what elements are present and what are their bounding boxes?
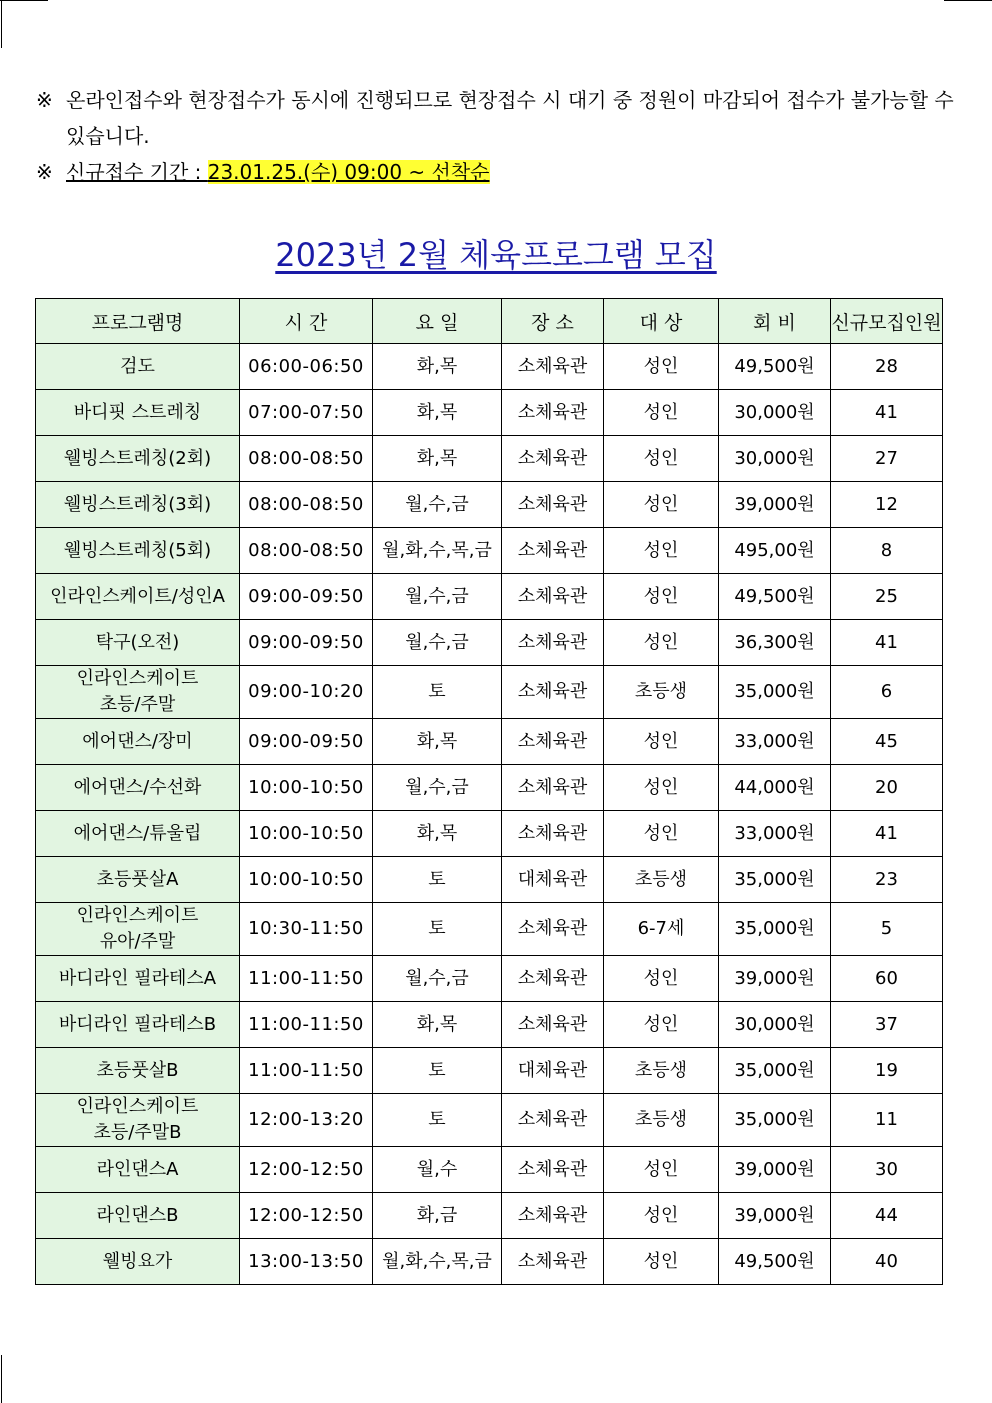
place-cell: 소체육관: [502, 1094, 604, 1147]
target-cell: 6-7세: [604, 903, 719, 956]
capacity-cell: 40: [831, 1239, 943, 1285]
target-cell: 성인: [604, 719, 719, 765]
capacity-cell: 25: [831, 574, 943, 620]
program-name-cell: 웰빙요가: [36, 1239, 240, 1285]
place-cell: 소체육관: [502, 1002, 604, 1048]
fee-cell: 49,500원: [719, 574, 831, 620]
place-cell: 소체육관: [502, 344, 604, 390]
target-cell: 초등생: [604, 1048, 719, 1094]
target-cell: 성인: [604, 956, 719, 1002]
table-row: [36, 857, 943, 903]
day-cell: 토: [373, 903, 502, 956]
target-cell: 성인: [604, 528, 719, 574]
program-name-cell: 검도: [36, 344, 240, 390]
capacity-cell: 28: [831, 344, 943, 390]
program-name-cell: 바디라인 필라테스B: [36, 1002, 240, 1048]
program-name-cell: 에어댄스/수선화: [36, 765, 240, 811]
program-name-cell: 바디핏 스트레칭: [36, 390, 240, 436]
time-cell: 11:00-11:50: [240, 956, 373, 1002]
header-fee: 회 비: [719, 299, 831, 344]
place-cell: 소체육관: [502, 666, 604, 719]
day-cell: 화,목: [373, 436, 502, 482]
program-name-cell: 인라인스케이트 초등/주말B: [36, 1094, 240, 1147]
table-row: [36, 1239, 943, 1285]
program-name-cell: 탁구(오전): [36, 620, 240, 666]
capacity-cell: 6: [831, 666, 943, 719]
reference-mark: ※: [36, 160, 53, 184]
fee-cell: 33,000원: [719, 811, 831, 857]
table-row: [36, 344, 943, 390]
notice-online-onsite: [36, 82, 956, 154]
fee-cell: 30,000원: [719, 1002, 831, 1048]
target-cell: 초등생: [604, 857, 719, 903]
time-cell: 08:00-08:50: [240, 482, 373, 528]
target-cell: 성인: [604, 482, 719, 528]
capacity-cell: 23: [831, 857, 943, 903]
capacity-cell: 41: [831, 620, 943, 666]
time-cell: 10:30-11:50: [240, 903, 373, 956]
place-cell: 소체육관: [502, 1193, 604, 1239]
fee-cell: 36,300원: [719, 620, 831, 666]
program-name-cell: 인라인스케이트 유아/주말: [36, 903, 240, 956]
capacity-cell: 8: [831, 528, 943, 574]
fee-cell: 35,000원: [719, 1048, 831, 1094]
fee-cell: 30,000원: [719, 390, 831, 436]
target-cell: 성인: [604, 344, 719, 390]
day-cell: 월,화,수,목,금: [373, 528, 502, 574]
crop-mark-top-left-h: [0, 0, 48, 1]
table-row: [36, 620, 943, 666]
day-cell: 월,수,금: [373, 765, 502, 811]
notice-text: 온라인접수와 현장접수가 동시에 진행되므로 현장접수 시 대기 중 정원이 마감되어 접수가 불가능할 수 있습니다.: [66, 88, 954, 148]
fee-cell: 35,000원: [719, 666, 831, 719]
time-cell: 07:00-07:50: [240, 390, 373, 436]
place-cell: 소체육관: [502, 436, 604, 482]
target-cell: 성인: [604, 436, 719, 482]
table-row: [36, 719, 943, 765]
place-cell: 소체육관: [502, 528, 604, 574]
time-cell: 12:00-12:50: [240, 1193, 373, 1239]
day-cell: 토: [373, 666, 502, 719]
time-cell: 09:00-09:50: [240, 574, 373, 620]
fee-cell: 35,000원: [719, 857, 831, 903]
program-name-cell: 웰빙스트레칭(3회): [36, 482, 240, 528]
capacity-cell: 27: [831, 436, 943, 482]
time-cell: 10:00-10:50: [240, 857, 373, 903]
day-cell: 화,목: [373, 719, 502, 765]
time-cell: 13:00-13:50: [240, 1239, 373, 1285]
program-name-cell: 웰빙스트레칭(5회): [36, 528, 240, 574]
header-place: 장 소: [502, 299, 604, 344]
table-row: [36, 390, 943, 436]
place-cell: 소체육관: [502, 903, 604, 956]
table-row: [36, 1002, 943, 1048]
capacity-cell: 37: [831, 1002, 943, 1048]
header-target: 대 상: [604, 299, 719, 344]
target-cell: 성인: [604, 811, 719, 857]
capacity-cell: 12: [831, 482, 943, 528]
place-cell: 소체육관: [502, 574, 604, 620]
fee-cell: 39,000원: [719, 956, 831, 1002]
capacity-cell: 19: [831, 1048, 943, 1094]
target-cell: 초등생: [604, 666, 719, 719]
day-cell: 토: [373, 1048, 502, 1094]
capacity-cell: 11: [831, 1094, 943, 1147]
day-cell: 토: [373, 857, 502, 903]
program-name-cell: 인라인스케이트 초등/주말: [36, 666, 240, 719]
period-value: 23.01.25.(수) 09:00 ~ 선착순: [207, 160, 490, 184]
table-row: [36, 811, 943, 857]
place-cell: 소체육관: [502, 620, 604, 666]
table-row: [36, 1094, 943, 1147]
target-cell: 성인: [604, 1002, 719, 1048]
time-cell: 10:00-10:50: [240, 811, 373, 857]
table-row: [36, 436, 943, 482]
program-name-cell: 바디라인 필라테스A: [36, 956, 240, 1002]
table-row: [36, 1147, 943, 1193]
notice-period: [36, 154, 956, 190]
table-row: [36, 666, 943, 719]
fee-cell: 44,000원: [719, 765, 831, 811]
period-label: 신규접수 기간 :: [66, 160, 208, 184]
program-name-cell: 초등풋살A: [36, 857, 240, 903]
header-day: 요 일: [373, 299, 502, 344]
place-cell: 소체육관: [502, 390, 604, 436]
header-capacity: 신규모집인원: [831, 299, 943, 344]
time-cell: 09:00-10:20: [240, 666, 373, 719]
capacity-cell: 5: [831, 903, 943, 956]
target-cell: 성인: [604, 1239, 719, 1285]
time-cell: 12:00-12:50: [240, 1147, 373, 1193]
program-name-cell: 라인댄스B: [36, 1193, 240, 1239]
table-row: [36, 765, 943, 811]
place-cell: 소체육관: [502, 765, 604, 811]
day-cell: 월,수,금: [373, 956, 502, 1002]
header-time: 시 간: [240, 299, 373, 344]
table-row: [36, 482, 943, 528]
crop-mark-top-left: [1, 0, 2, 48]
capacity-cell: 41: [831, 390, 943, 436]
fee-cell: 49,500원: [719, 344, 831, 390]
program-name-cell: 웰빙스트레칭(2회): [36, 436, 240, 482]
fee-cell: 495,00원: [719, 528, 831, 574]
program-name-cell: 초등풋살B: [36, 1048, 240, 1094]
target-cell: 초등생: [604, 1094, 719, 1147]
capacity-cell: 45: [831, 719, 943, 765]
capacity-cell: 60: [831, 956, 943, 1002]
fee-cell: 39,000원: [719, 1147, 831, 1193]
crop-mark-top-right: [944, 0, 992, 1]
crop-mark-bottom-left: [1, 1355, 2, 1403]
day-cell: 화,목: [373, 1002, 502, 1048]
place-cell: 소체육관: [502, 482, 604, 528]
target-cell: 성인: [604, 1147, 719, 1193]
program-name-cell: 에어댄스/튜울립: [36, 811, 240, 857]
day-cell: 월,수,금: [373, 482, 502, 528]
day-cell: 토: [373, 1094, 502, 1147]
place-cell: 소체육관: [502, 1239, 604, 1285]
fee-cell: 39,000원: [719, 1193, 831, 1239]
table-header-row: [36, 299, 943, 344]
place-cell: 소체육관: [502, 956, 604, 1002]
page-title-text: 2023년 2월 체육프로그램 모집: [275, 236, 717, 274]
capacity-cell: 20: [831, 765, 943, 811]
place-cell: 소체육관: [502, 1147, 604, 1193]
page-title: [0, 233, 992, 277]
fee-cell: 30,000원: [719, 436, 831, 482]
time-cell: 10:00-10:50: [240, 765, 373, 811]
target-cell: 성인: [604, 765, 719, 811]
place-cell: 소체육관: [502, 719, 604, 765]
header-program: 프로그램명: [36, 299, 240, 344]
time-cell: 08:00-08:50: [240, 528, 373, 574]
fee-cell: 35,000원: [719, 903, 831, 956]
program-name-cell: 라인댄스A: [36, 1147, 240, 1193]
program-table: [35, 298, 943, 1285]
place-cell: 대체육관: [502, 1048, 604, 1094]
fee-cell: 49,500원: [719, 1239, 831, 1285]
fee-cell: 33,000원: [719, 719, 831, 765]
target-cell: 성인: [604, 620, 719, 666]
table-body: [36, 344, 943, 1285]
place-cell: 소체육관: [502, 811, 604, 857]
time-cell: 11:00-11:50: [240, 1002, 373, 1048]
time-cell: 12:00-13:20: [240, 1094, 373, 1147]
capacity-cell: 44: [831, 1193, 943, 1239]
table-row: [36, 1193, 943, 1239]
time-cell: 09:00-09:50: [240, 620, 373, 666]
day-cell: 화,금: [373, 1193, 502, 1239]
table-row: [36, 1048, 943, 1094]
capacity-cell: 41: [831, 811, 943, 857]
table-row: [36, 574, 943, 620]
table-row: [36, 528, 943, 574]
target-cell: 성인: [604, 574, 719, 620]
day-cell: 월,화,수,목,금: [373, 1239, 502, 1285]
fee-cell: 35,000원: [719, 1094, 831, 1147]
program-name-cell: 에어댄스/장미: [36, 719, 240, 765]
day-cell: 화,목: [373, 344, 502, 390]
reference-mark: ※: [36, 88, 53, 112]
day-cell: 화,목: [373, 390, 502, 436]
time-cell: 11:00-11:50: [240, 1048, 373, 1094]
day-cell: 월,수,금: [373, 620, 502, 666]
time-cell: 08:00-08:50: [240, 436, 373, 482]
capacity-cell: 30: [831, 1147, 943, 1193]
fee-cell: 39,000원: [719, 482, 831, 528]
place-cell: 대체육관: [502, 857, 604, 903]
program-name-cell: 인라인스케이트/성인A: [36, 574, 240, 620]
target-cell: 성인: [604, 1193, 719, 1239]
day-cell: 화,목: [373, 811, 502, 857]
table-row: [36, 956, 943, 1002]
day-cell: 월,수,금: [373, 574, 502, 620]
time-cell: 09:00-09:50: [240, 719, 373, 765]
day-cell: 월,수: [373, 1147, 502, 1193]
target-cell: 성인: [604, 390, 719, 436]
table-row: [36, 903, 943, 956]
time-cell: 06:00-06:50: [240, 344, 373, 390]
notice-section: [36, 82, 956, 190]
